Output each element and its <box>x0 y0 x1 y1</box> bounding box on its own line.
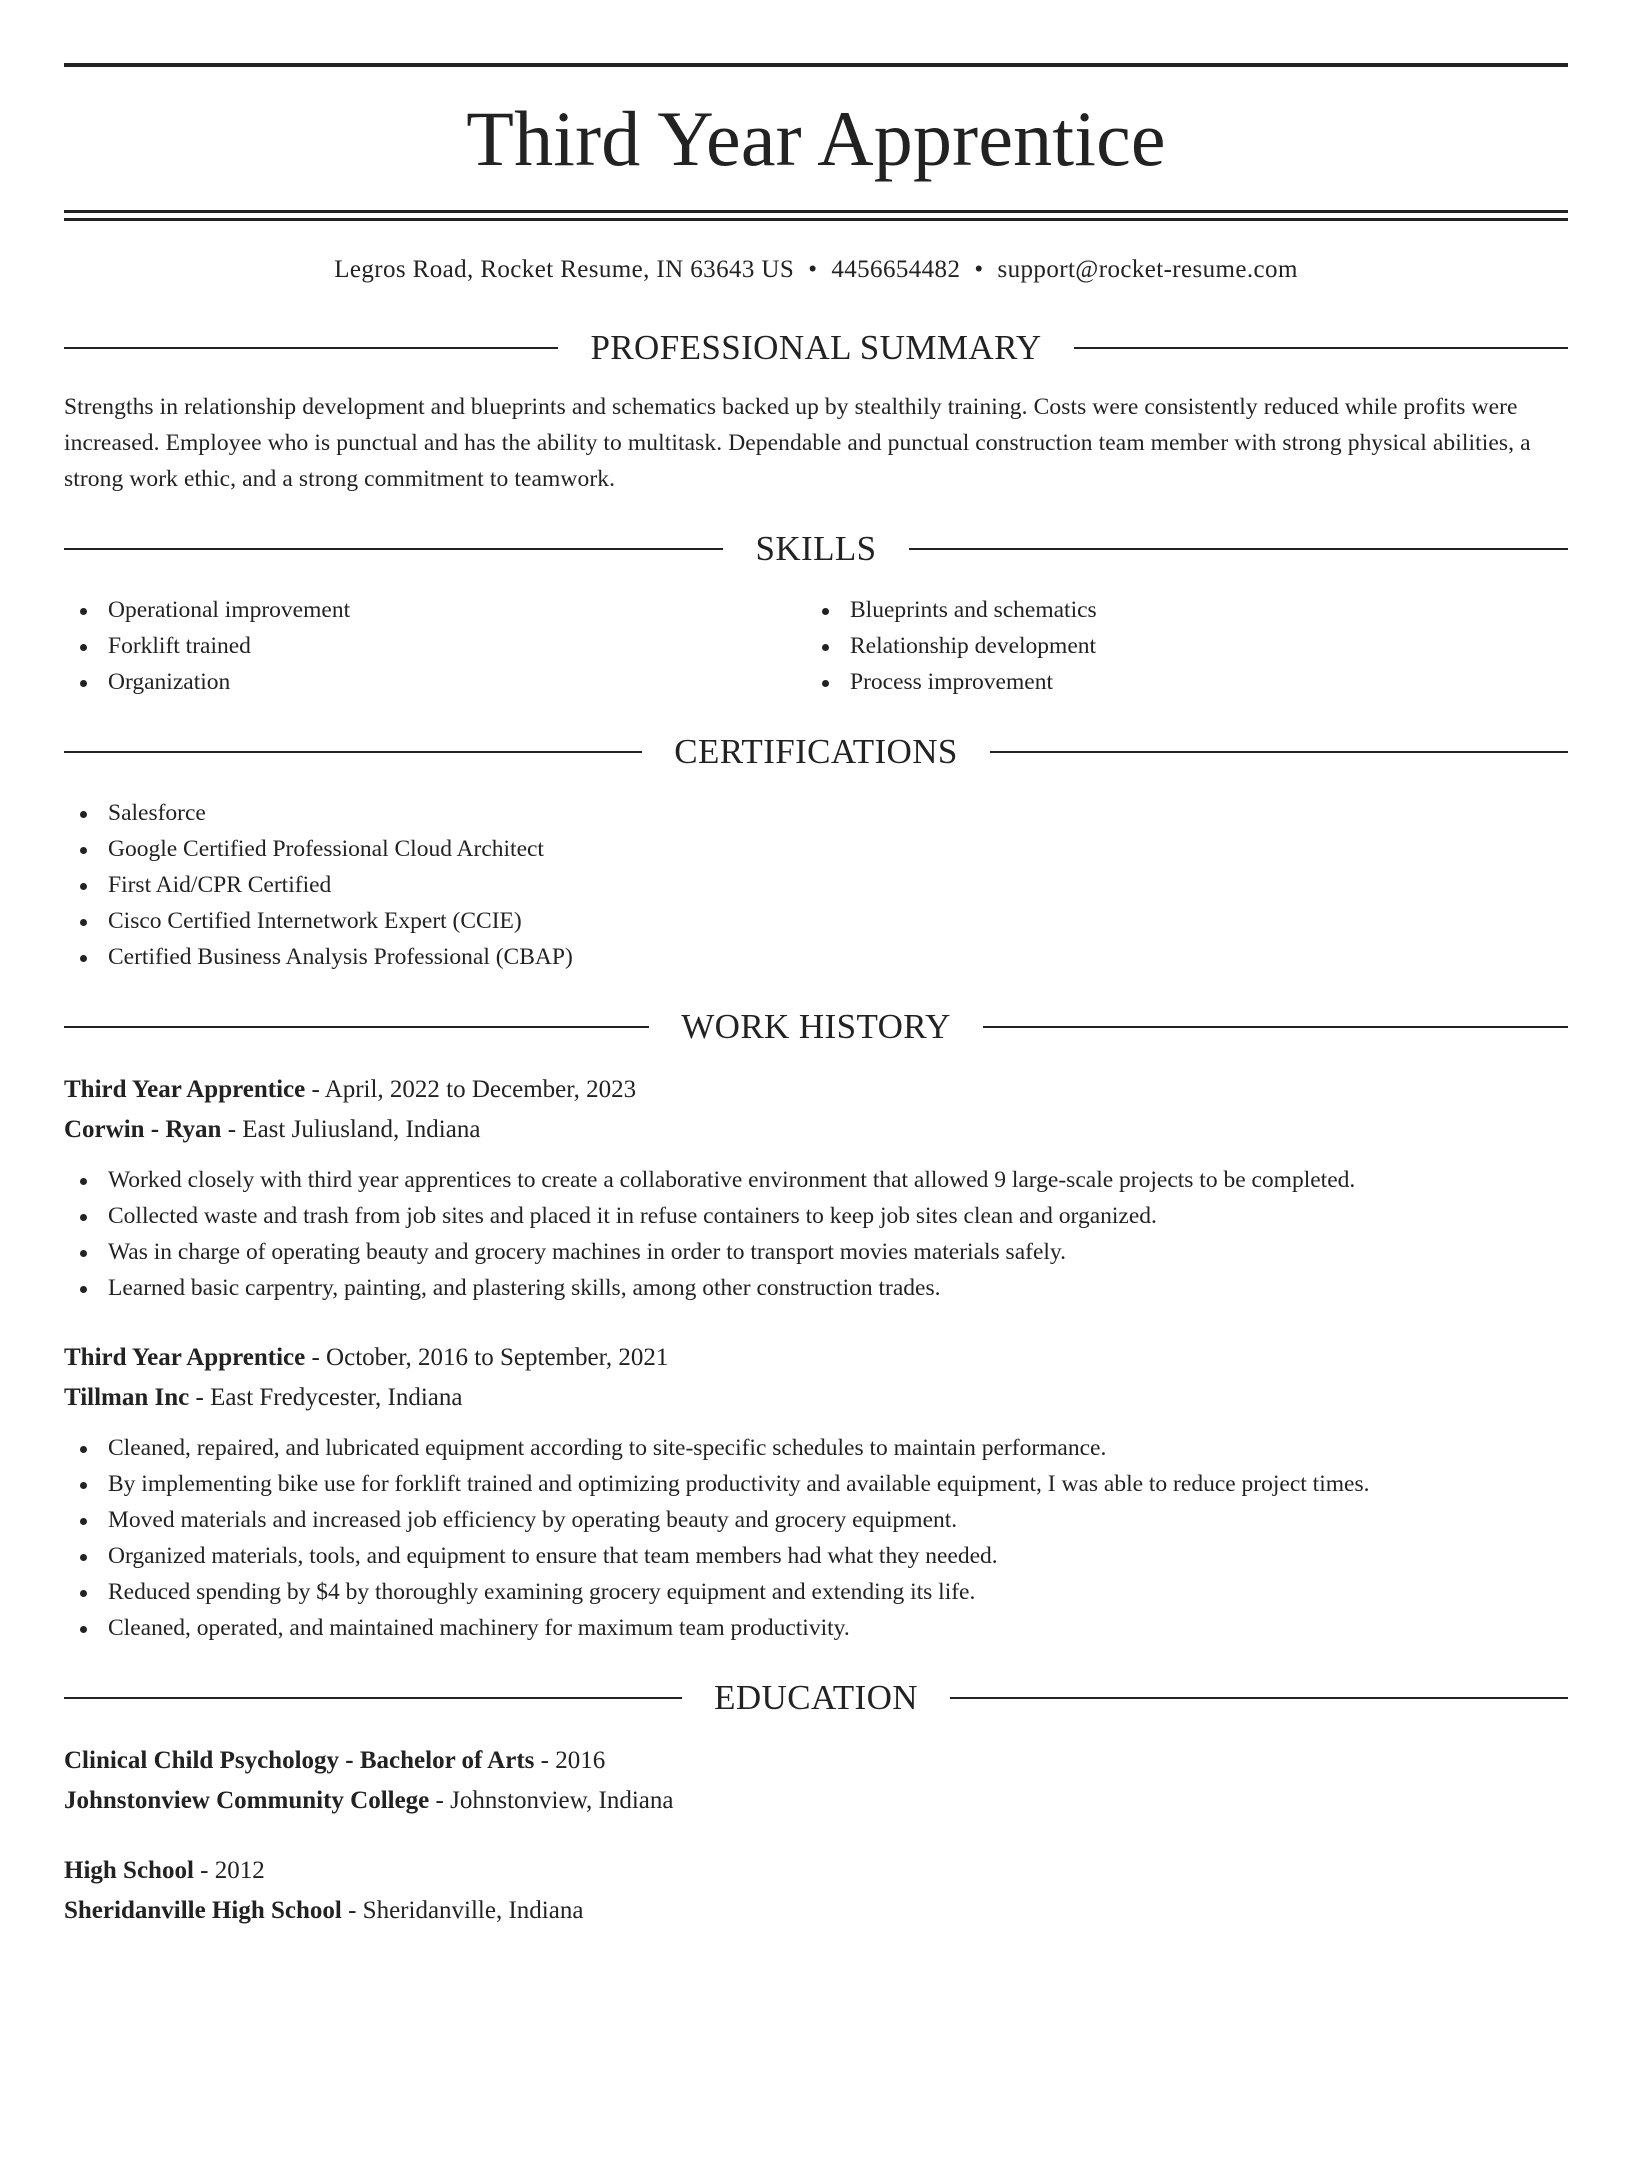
education-location: - Sheridanville, Indiana <box>341 1897 584 1924</box>
job-bullets <box>64 1162 1568 1306</box>
contact-line <box>64 221 1568 282</box>
job-bullet: By implementing bike use for forklift trained and optimizing productivity and available equipment, I was able to reduce project times. <box>64 1466 1568 1502</box>
education-school-line <box>64 1781 1568 1821</box>
section-rule-left <box>64 347 558 349</box>
skill-item: Blueprints and schematics <box>806 592 1548 628</box>
section-title-education: EDUCATION <box>714 1678 918 1717</box>
job-role: Third Year Apprentice <box>64 1344 306 1371</box>
contact-separator: • <box>808 256 818 283</box>
candidate-name: Third Year Apprentice <box>466 95 1166 182</box>
job-entry <box>64 1338 1568 1646</box>
education-entry <box>64 1741 1568 1821</box>
education-degree-line <box>64 1851 1568 1891</box>
skills-list <box>64 592 1568 700</box>
job-company: Tillman Inc <box>64 1384 190 1411</box>
job-title-line <box>64 1338 1568 1378</box>
section-rule-left <box>64 751 642 753</box>
section-rule-right <box>950 1697 1568 1699</box>
resume-page <box>0 63 1632 2175</box>
job-location: - East Juliusland, Indiana <box>221 1116 481 1143</box>
job-bullet: Worked closely with third year apprentices to create a collaborative environment that allowed 9 large-scale projects to be completed. <box>64 1162 1568 1198</box>
certifications-list <box>64 795 1568 975</box>
job-company-line <box>64 1110 1568 1150</box>
section-rule-left <box>64 1697 682 1699</box>
contact-email: support@rocket-resume.com <box>997 256 1298 283</box>
job-dates: - October, 2016 to September, 2021 <box>305 1344 669 1371</box>
education-school: Sheridanville High School <box>64 1897 342 1924</box>
education-year: - 2012 <box>193 1857 265 1884</box>
section-title-work: WORK HISTORY <box>681 1007 951 1046</box>
section-rule-right <box>909 548 1568 550</box>
job-bullet: Moved materials and increased job efficiency by operating beauty and grocery equipment. <box>64 1502 1568 1538</box>
contact-address: Legros Road, Rocket Resume, IN 63643 US <box>334 256 795 283</box>
job-company: Corwin - Ryan <box>64 1116 222 1143</box>
job-company-line <box>64 1378 1568 1418</box>
job-bullet: Learned basic carpentry, painting, and plastering skills, among other construction trades. <box>64 1270 1568 1306</box>
education-school: Johnstonview Community College <box>64 1787 430 1814</box>
certification-item: Salesforce <box>64 795 1568 831</box>
section-header-education <box>64 1680 1568 1715</box>
section-header-work <box>64 1009 1568 1044</box>
job-bullet: Reduced spending by $4 by thoroughly examining grocery equipment and extending its life. <box>64 1574 1568 1610</box>
section-rule-right <box>1074 347 1568 349</box>
skills-column-left <box>64 592 806 700</box>
skill-item: Process improvement <box>806 664 1548 700</box>
education-degree: High School <box>64 1857 194 1884</box>
section-rule-right <box>983 1026 1568 1028</box>
skill-item: Operational improvement <box>64 592 806 628</box>
job-bullet: Was in charge of operating beauty and grocery machines in order to transport movies materials safely. <box>64 1234 1568 1270</box>
job-location: - East Fredycester, Indiana <box>189 1384 463 1411</box>
job-dates: - April, 2022 to December, 2023 <box>305 1076 637 1103</box>
section-rule-left <box>64 548 723 550</box>
section-title-skills: SKILLS <box>755 529 877 568</box>
education-degree-line <box>64 1741 1568 1781</box>
contact-separator: • <box>974 256 984 283</box>
job-bullet: Cleaned, operated, and maintained machinery for maximum team productivity. <box>64 1610 1568 1646</box>
certification-item: Google Certified Professional Cloud Architect <box>64 831 1568 867</box>
section-rule-right <box>990 751 1568 753</box>
education-location: - Johnstonview, Indiana <box>429 1787 674 1814</box>
contact-phone: 4456654482 <box>831 256 961 283</box>
job-bullet: Organized materials, tools, and equipment to ensure that team members had what they needed. <box>64 1538 1568 1574</box>
section-title-summary: PROFESSIONAL SUMMARY <box>590 328 1042 367</box>
skill-item: Organization <box>64 664 806 700</box>
job-entry <box>64 1070 1568 1306</box>
section-header-summary <box>64 330 1568 365</box>
section-title-certifications: CERTIFICATIONS <box>674 732 958 771</box>
section-header-certifications <box>64 734 1568 769</box>
certification-item: First Aid/CPR Certified <box>64 867 1568 903</box>
section-rule-left <box>64 1026 649 1028</box>
job-bullet: Collected waste and trash from job sites and placed it in refuse containers to keep job sites clean and organized. <box>64 1198 1568 1234</box>
job-bullets <box>64 1430 1568 1646</box>
double-rule <box>64 210 1568 221</box>
job-title-line <box>64 1070 1568 1110</box>
education-school-line <box>64 1891 1568 1931</box>
skills-column-right <box>806 592 1548 700</box>
summary-text: Strengths in relationship development and blueprints and schematics backed up by stealthily training. Costs were consistently reduced while profits were increased. Employee who is punctual and has the ability to multitask. Dependable and punctual construction team member with strong physical abilities, a strong work ethic, and a strong commitment to teamwork. <box>64 394 1531 492</box>
education-year: - 2016 <box>534 1747 606 1774</box>
certification-item: Cisco Certified Internetwork Expert (CCIE) <box>64 903 1568 939</box>
job-bullet: Cleaned, repaired, and lubricated equipment according to site-specific schedules to maintain performance. <box>64 1430 1568 1466</box>
education-degree: Clinical Child Psychology - Bachelor of Arts <box>64 1747 535 1774</box>
education-entry <box>64 1851 1568 1931</box>
certification-item: Certified Business Analysis Professional (CBAP) <box>64 939 1568 975</box>
skill-item: Relationship development <box>806 628 1548 664</box>
skill-item: Forklift trained <box>64 628 806 664</box>
job-role: Third Year Apprentice <box>64 1076 306 1103</box>
section-header-skills <box>64 531 1568 566</box>
